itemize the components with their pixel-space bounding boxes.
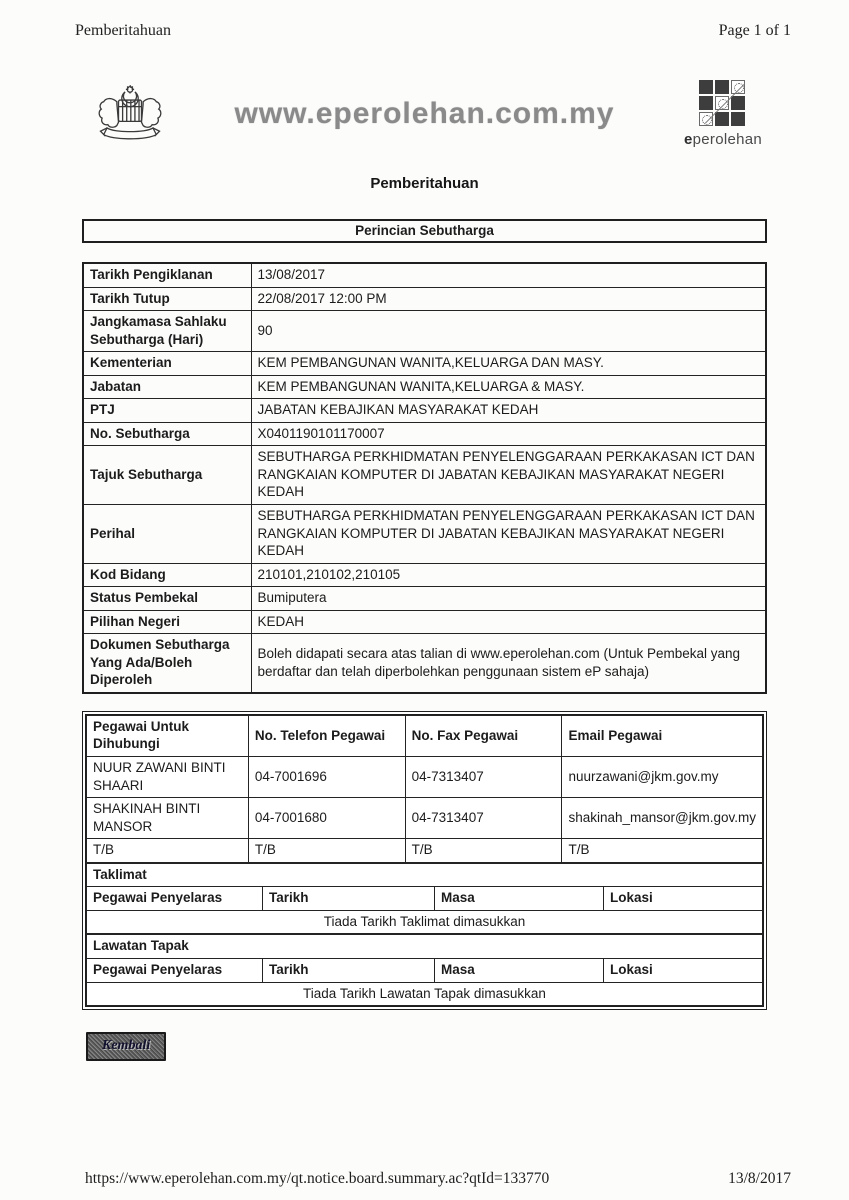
- officer-fax: 04-7313407: [405, 798, 562, 839]
- table-row: [83, 375, 766, 399]
- row-label: Kementerian: [83, 352, 251, 376]
- officer-email: T/B: [562, 839, 763, 863]
- page-number: Page 1 of 1: [718, 22, 791, 39]
- table-row: [83, 287, 766, 311]
- empty-state-text: Tiada Tarikh Lawatan Tapak dimasukkan: [87, 982, 763, 1006]
- lawatan-title-row: [87, 935, 763, 959]
- print-footer: [85, 1170, 791, 1188]
- officer-fax: T/B: [405, 839, 562, 863]
- row-value: JABATAN KEBAJIKAN MASYARAKAT KEDAH: [251, 399, 766, 423]
- table-row: [87, 839, 763, 863]
- section-heading: Perincian Sebutharga: [82, 219, 767, 243]
- row-value: Bumiputera: [251, 587, 766, 611]
- column-header: No. Telefon Pegawai: [248, 715, 405, 756]
- footer-date: 13/8/2017: [728, 1170, 791, 1187]
- row-value: SEBUTHARGA PERKHIDMATAN PENYELENGGARAAN PERKAKASAN ICT DAN RANGKAIAN KOMPUTER DI JABATAN KEBAJIKAN MASYARAKAT NEGERI KEDAH: [251, 446, 766, 505]
- table-row: [83, 352, 766, 376]
- table-row: [83, 422, 766, 446]
- table-row: [87, 757, 763, 798]
- row-value: KEM PEMBANGUNAN WANITA,KELUARGA & MASY.: [251, 375, 766, 399]
- row-label: Tarikh Tutup: [83, 287, 251, 311]
- row-value: KEM PEMBANGUNAN WANITA,KELUARGA DAN MASY.: [251, 352, 766, 376]
- table-row: [83, 563, 766, 587]
- eperolehan-wordmark: eperolehan: [683, 131, 763, 148]
- row-value: 210101,210102,210105: [251, 563, 766, 587]
- column-header: Pegawai Penyelaras: [87, 958, 263, 982]
- table-row: [83, 446, 766, 505]
- officer-name: NUUR ZAWANI BINTI SHAARI: [87, 757, 249, 798]
- row-label: No. Sebutharga: [83, 422, 251, 446]
- row-value: X0401190101170007: [251, 422, 766, 446]
- print-header-title: Pemberitahuan: [75, 22, 171, 39]
- row-value: SEBUTHARGA PERKHIDMATAN PENYELENGGARAAN PERKAKASAN ICT DAN RANGKAIAN KOMPUTER DI JABATAN KEBAJIKAN MASYARAKAT NEGERI KEDAH: [251, 505, 766, 564]
- footer-url: https://www.eperolehan.com.my/qt.notice.board.summary.ac?qtId=133770: [85, 1170, 550, 1187]
- empty-state-row: [87, 982, 763, 1006]
- table-header-row: [87, 887, 763, 911]
- column-header: Tarikh: [263, 958, 435, 982]
- section-subtitle: Taklimat: [87, 863, 763, 887]
- table-row: [83, 399, 766, 423]
- table-header-row: [87, 715, 763, 756]
- section-subtitle: Lawatan Tapak: [87, 935, 763, 959]
- column-header: No. Fax Pegawai: [405, 715, 562, 756]
- table-row: [83, 587, 766, 611]
- page-title: Pemberitahuan: [370, 175, 479, 192]
- officer-phone: 04-7001680: [248, 798, 405, 839]
- row-label: Tarikh Pengiklanan: [83, 263, 251, 287]
- row-label: Tajuk Sebutharga: [83, 446, 251, 505]
- table-header-row: [87, 958, 763, 982]
- row-value: 22/08/2017 12:00 PM: [251, 287, 766, 311]
- row-label: Dokumen Sebutharga Yang Ada/Boleh Diperoleh: [83, 634, 251, 693]
- officer-email: shakinah_mansor@jkm.gov.my: [562, 798, 763, 839]
- row-label: Jabatan: [83, 375, 251, 399]
- taklimat-table: [86, 863, 763, 935]
- row-value: 90: [251, 311, 766, 352]
- column-header: Masa: [435, 887, 604, 911]
- row-label: Kod Bidang: [83, 563, 251, 587]
- officer-phone: 04-7001696: [248, 757, 405, 798]
- column-header: Tarikh: [263, 887, 435, 911]
- table-row: [83, 311, 766, 352]
- row-value: 13/08/2017: [251, 263, 766, 287]
- empty-state-row: [87, 910, 763, 934]
- row-label: Jangkamasa Sahlaku Sebutharga (Hari): [83, 311, 251, 352]
- officer-name: SHAKINAH BINTI MANSOR: [87, 798, 249, 839]
- row-label: Pilihan Negeri: [83, 610, 251, 634]
- row-label: Perihal: [83, 505, 251, 564]
- contacts-and-schedule-section: [82, 711, 767, 1010]
- officer-fax: 04-7313407: [405, 757, 562, 798]
- lawatan-tapak-table: [86, 934, 763, 1006]
- print-header: [0, 0, 849, 40]
- malaysia-coat-of-arms-icon: [88, 82, 172, 146]
- table-row: [87, 798, 763, 839]
- masthead-url-text: www.eperolehan.com.my: [234, 97, 615, 130]
- empty-state-text: Tiada Tarikh Taklimat dimasukkan: [87, 910, 763, 934]
- officer-email: nuurzawani@jkm.gov.my: [562, 757, 763, 798]
- column-header: Pegawai Penyelaras: [87, 887, 263, 911]
- contact-officers-table: [86, 715, 763, 863]
- quotation-details-table: [82, 262, 767, 694]
- row-label: PTJ: [83, 399, 251, 423]
- table-row: [83, 263, 766, 287]
- row-label: Status Pembekal: [83, 587, 251, 611]
- column-header: Lokasi: [604, 958, 763, 982]
- column-header: Email Pegawai: [562, 715, 763, 756]
- column-header: Masa: [435, 958, 604, 982]
- officer-phone: T/B: [248, 839, 405, 863]
- row-value: KEDAH: [251, 610, 766, 634]
- grid-magnifier-icon: [699, 80, 747, 128]
- taklimat-title-row: [87, 863, 763, 887]
- eperolehan-logo: [677, 80, 769, 148]
- row-value: Boleh didapati secara atas talian di www.eperolehan.com (Untuk Pembekal yang berdaftar dan telah diperbolehkan penggunaan sistem eP sahaja): [251, 634, 766, 693]
- table-row: [83, 505, 766, 564]
- back-button[interactable]: Kembali: [86, 1032, 166, 1061]
- column-header: Lokasi: [604, 887, 763, 911]
- table-row: [83, 610, 766, 634]
- officer-name: T/B: [87, 839, 249, 863]
- masthead: [88, 80, 769, 148]
- table-row: [83, 634, 766, 693]
- column-header: Pegawai Untuk Dihubungi: [87, 715, 249, 756]
